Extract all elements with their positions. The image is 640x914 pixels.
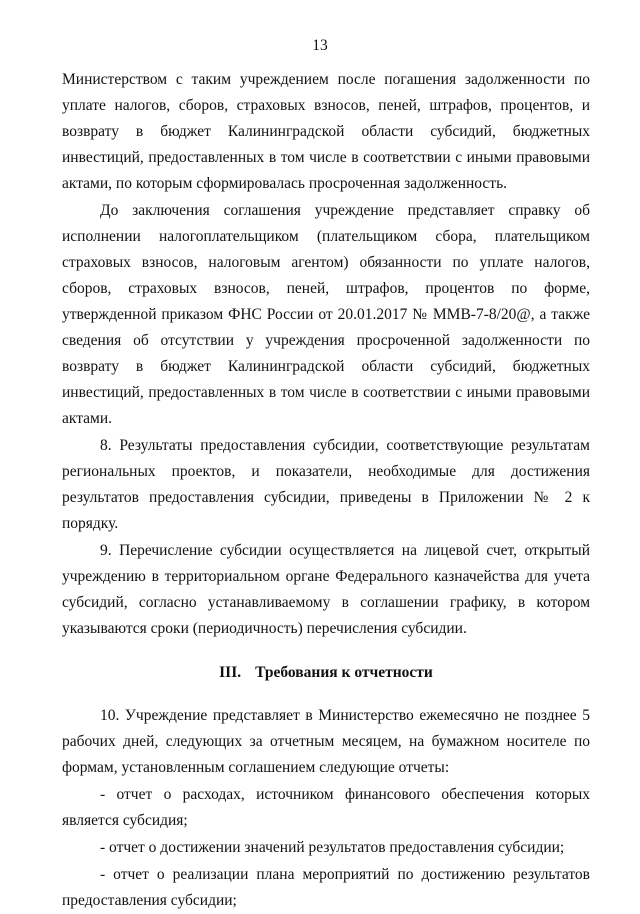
page-number: 13 <box>312 37 328 54</box>
list-item-expense-report: - отчет о расходах, источником финансового обеспечения которых является субсидия; <box>62 786 590 829</box>
section-number: III. <box>219 664 242 681</box>
paragraph-certificate: До заключения соглашения учреждение представляет справку об исполнении налогоплательщиком (плательщиком сбора, плательщиком страховых взносов, налоговым агентом) обязанности по уплате налогов, сборов, страховых взносов, пеней, штрафов, процентов по форме, утвержденной приказом ФНС России от 20.01.2017 № ММВ-7-8/20@, а также сведения об отсутствии у учреждения просроченной задолженности по возврату в бюджет Калининградской области субсидий, бюджетных инвестиций, предоставленных в том числе в соответствии с иными правовыми актами. <box>62 202 590 427</box>
section-heading <box>62 660 590 686</box>
document-body <box>62 67 590 914</box>
paragraph-continuation: Министерством с таким учреждением после погашения задолженности по уплате налогов, сборов, страховых взносов, пеней, штрафов, процентов, и возврату в бюджет Калининградской области субсидий, бюджетных инвестиций, предоставленных в том числе в соответствии с иными правовыми актами, по которым сформировалась просроченная задолженность. <box>62 71 590 192</box>
list-item-results-report: - отчет о достижении значений результатов предоставления субсидии; <box>100 839 565 856</box>
paragraph-8-results: 8. Результаты предоставления субсидии, соответствующие результатам региональных проектов, и показатели, необходимые для достижения результатов предоставления субсидии, приведены в Приложении № 2 к порядку. <box>62 437 590 532</box>
paragraph-10-reports: 10. Учреждение представляет в Министерство ежемесячно не позднее 5 рабочих дней, следующих за отчетным месяцем, на бумажном носителе по формам, установленным соглашением следующие отчеты: <box>62 707 590 776</box>
paragraph-9-transfer: 9. Перечисление субсидии осуществляется на лицевой счет, открытый учреждению в территориальном органе Федерального казначейства для учета субсидий, согласно устанавливаемому в соглашении графику, в котором указываются сроки (периодичность) перечисления субсидии. <box>62 542 590 637</box>
section-title: Требования к отчетности <box>255 664 433 681</box>
list-item-plan-report: - отчет о реализации плана мероприятий по достижению результатов предоставления субсидии; <box>62 866 590 909</box>
